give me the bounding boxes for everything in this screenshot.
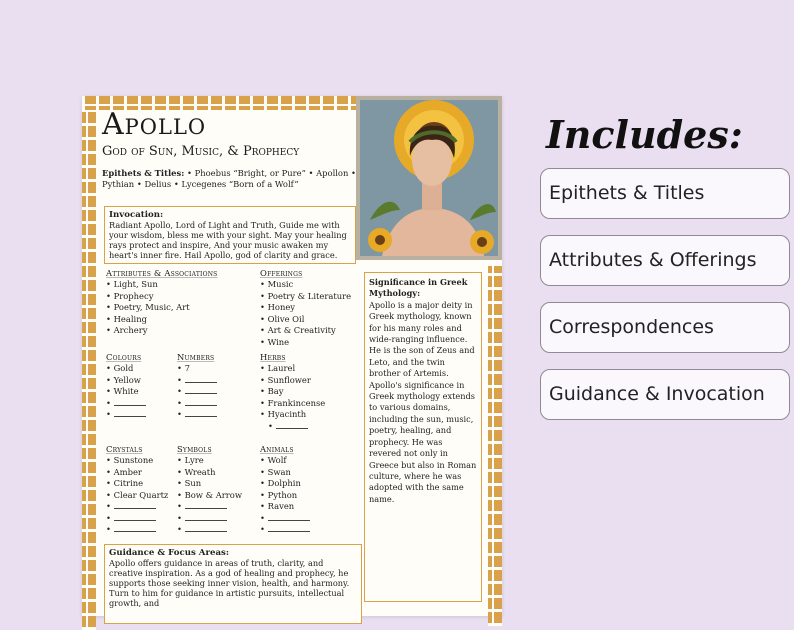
- list-item: • Art & Creativity: [260, 325, 360, 337]
- guidance-text: Apollo offers guidance in areas of truth, clarity, and creative inspiration. As a god of healing and prophecy, he supports those seeking inner vision, health, and harmony. Turn to him for guidance in artistic pursuits, intellectual growth, and: [109, 558, 350, 608]
- greek-key-border-left: [82, 110, 96, 630]
- blank-line[interactable]: [185, 375, 217, 383]
- list-item: • 7: [177, 363, 257, 375]
- list-item: • Bay: [260, 386, 360, 398]
- list-item: • Poetry & Literature: [260, 291, 360, 303]
- epithets-text: • Phoebus “Bright, or Pure” • Apollon • Pythian • Delius • Lycegenes “Born of a Wolf”: [102, 168, 356, 189]
- blank-line-item[interactable]: [177, 386, 257, 398]
- colours-title: Colours: [106, 352, 142, 362]
- include-item-attributes: Attributes & Offerings: [540, 235, 790, 286]
- significance-box: [364, 272, 482, 602]
- blank-line[interactable]: [114, 501, 156, 509]
- numbers-section: [177, 352, 257, 421]
- blank-line-item[interactable]: [177, 501, 257, 513]
- blank-line-item[interactable]: [177, 375, 257, 387]
- list-item: • Sun: [177, 478, 257, 490]
- symbols-list: [177, 455, 257, 536]
- apollo-portrait-svg: [360, 100, 498, 256]
- list-item: • Citrine: [106, 478, 176, 490]
- blank-line-item[interactable]: [177, 524, 257, 536]
- invocation-text: Radiant Apollo, Lord of Light and Truth, Guide me with your wisdom, bless me with your sight. May your healing rays protect and inspire, And your music awaken my heart's inner fire. Hail Apollo, god of clarity and grace.: [109, 220, 347, 260]
- greek-key-border-right: [488, 266, 502, 626]
- herbs-section: [260, 352, 360, 432]
- page-subtitle: God of Sun, Music, & Prophecy: [102, 144, 300, 159]
- blank-line-item[interactable]: [260, 524, 360, 536]
- blank-line[interactable]: [114, 398, 146, 406]
- list-item: • Python: [260, 490, 360, 502]
- colours-section: [106, 352, 176, 421]
- herbs-title: Herbs: [260, 352, 286, 362]
- list-item: • Olive Oil: [260, 314, 360, 326]
- blank-line[interactable]: [185, 524, 227, 532]
- animals-title: Animals: [260, 444, 294, 454]
- list-item: • Raven: [260, 501, 360, 513]
- blank-line-item[interactable]: [177, 409, 257, 421]
- list-item: • Frankincense: [260, 398, 360, 410]
- list-item: • Wolf: [260, 455, 360, 467]
- blank-line-item[interactable]: [177, 398, 257, 410]
- blank-line[interactable]: [114, 513, 156, 521]
- animals-list: [260, 455, 360, 536]
- blank-line[interactable]: [185, 501, 227, 509]
- symbols-title: Symbols: [177, 444, 212, 454]
- blank-line[interactable]: [185, 386, 217, 394]
- crystals-title: Crystals: [106, 444, 143, 454]
- crystals-section: [106, 444, 176, 536]
- header-block: [102, 108, 362, 190]
- list-item: • Swan: [260, 467, 360, 479]
- epithets-line: [102, 168, 362, 190]
- list-item: • Wreath: [177, 467, 257, 479]
- herbs-list: [260, 363, 360, 432]
- significance-text-4: culture, where he was adopted with the same name.: [369, 470, 464, 504]
- list-item: • White: [106, 386, 176, 398]
- list-item: • Honey: [260, 302, 360, 314]
- list-item: • Gold: [106, 363, 176, 375]
- apollo-portrait-illustration: [356, 96, 502, 260]
- crystals-list: [106, 455, 176, 536]
- numbers-title: Numbers: [177, 352, 215, 362]
- epithets-label: Epithets & Titles:: [102, 168, 185, 178]
- guidance-title: Guidance & Focus Areas:: [109, 548, 230, 558]
- blank-line[interactable]: [268, 524, 310, 532]
- page-title: Apollo: [102, 107, 207, 142]
- significance-content: [369, 277, 477, 505]
- list-item: • Archery: [106, 325, 256, 337]
- list-item: • Bow & Arrow: [177, 490, 257, 502]
- invocation-box: [104, 206, 356, 264]
- attributes-list: [106, 279, 256, 337]
- list-item: • Clear Quartz: [106, 490, 176, 502]
- offerings-title: Offerings: [260, 268, 303, 278]
- significance-title: Significance in Greek Mythology:: [369, 277, 468, 299]
- list-item: • Poetry, Music, Art: [106, 302, 256, 314]
- list-item: • Prophecy: [106, 291, 256, 303]
- list-item: • Music: [260, 279, 360, 291]
- offerings-section: [260, 268, 360, 348]
- blank-line[interactable]: [114, 409, 146, 417]
- offerings-list: [260, 279, 360, 348]
- significance-text-2: influence. He is the son of Zeus and Leto, and the twin brother of Artemis. Apollo's: [369, 334, 475, 390]
- attributes-section: [106, 268, 256, 337]
- guidance-box: [104, 544, 362, 624]
- list-item: • Amber: [106, 467, 176, 479]
- include-item-epithets: Epithets & Titles: [540, 168, 790, 219]
- blank-line[interactable]: [185, 513, 227, 521]
- list-item: • Light, Sun: [106, 279, 256, 291]
- blank-line-item[interactable]: [177, 513, 257, 525]
- attributes-title: Attributes & Associations: [106, 268, 218, 278]
- includes-heading: Includes:: [546, 112, 743, 157]
- blank-line-item[interactable]: [106, 398, 176, 410]
- blank-line-item[interactable]: [260, 513, 360, 525]
- apollo-worksheet-page: [82, 96, 502, 616]
- significance-text-1: Apollo is a major deity in Greek mythology, known for his many roles and wide-ranging: [369, 299, 473, 345]
- blank-line-item[interactable]: [106, 409, 176, 421]
- list-item: • Yellow: [106, 375, 176, 387]
- list-item: • Sunstone: [106, 455, 176, 467]
- blank-line[interactable]: [185, 409, 217, 417]
- list-item: • Laurel: [260, 363, 360, 375]
- blank-line[interactable]: [185, 398, 217, 406]
- list-item: • Sunflower: [260, 375, 360, 387]
- blank-line-item[interactable]: [260, 421, 360, 433]
- blank-line[interactable]: [114, 524, 156, 532]
- blank-line[interactable]: [268, 513, 310, 521]
- list-item: • Hyacinth: [260, 409, 360, 421]
- list-item: • Healing: [106, 314, 256, 326]
- animals-section: [260, 444, 360, 536]
- colours-list: [106, 363, 176, 421]
- symbols-section: [177, 444, 257, 536]
- blank-line-item[interactable]: [106, 501, 176, 513]
- numbers-list: [177, 363, 257, 421]
- invocation-title: Invocation:: [109, 210, 164, 220]
- blank-line-item[interactable]: [106, 524, 176, 536]
- include-item-guidance: Guidance & Invocation: [540, 369, 790, 420]
- blank-line[interactable]: [276, 421, 308, 429]
- list-item: • Lyre: [177, 455, 257, 467]
- include-item-correspondences: Correspondences: [540, 302, 790, 353]
- list-item: • Dolphin: [260, 478, 360, 490]
- significance-text-3: significance in Greek mythology extends to various domains, including the sun, music, poetry, healing, and prophecy. He was revered not only in Greece but also in Roman: [369, 379, 477, 470]
- blank-line-item[interactable]: [106, 513, 176, 525]
- list-item: • Wine: [260, 337, 360, 349]
